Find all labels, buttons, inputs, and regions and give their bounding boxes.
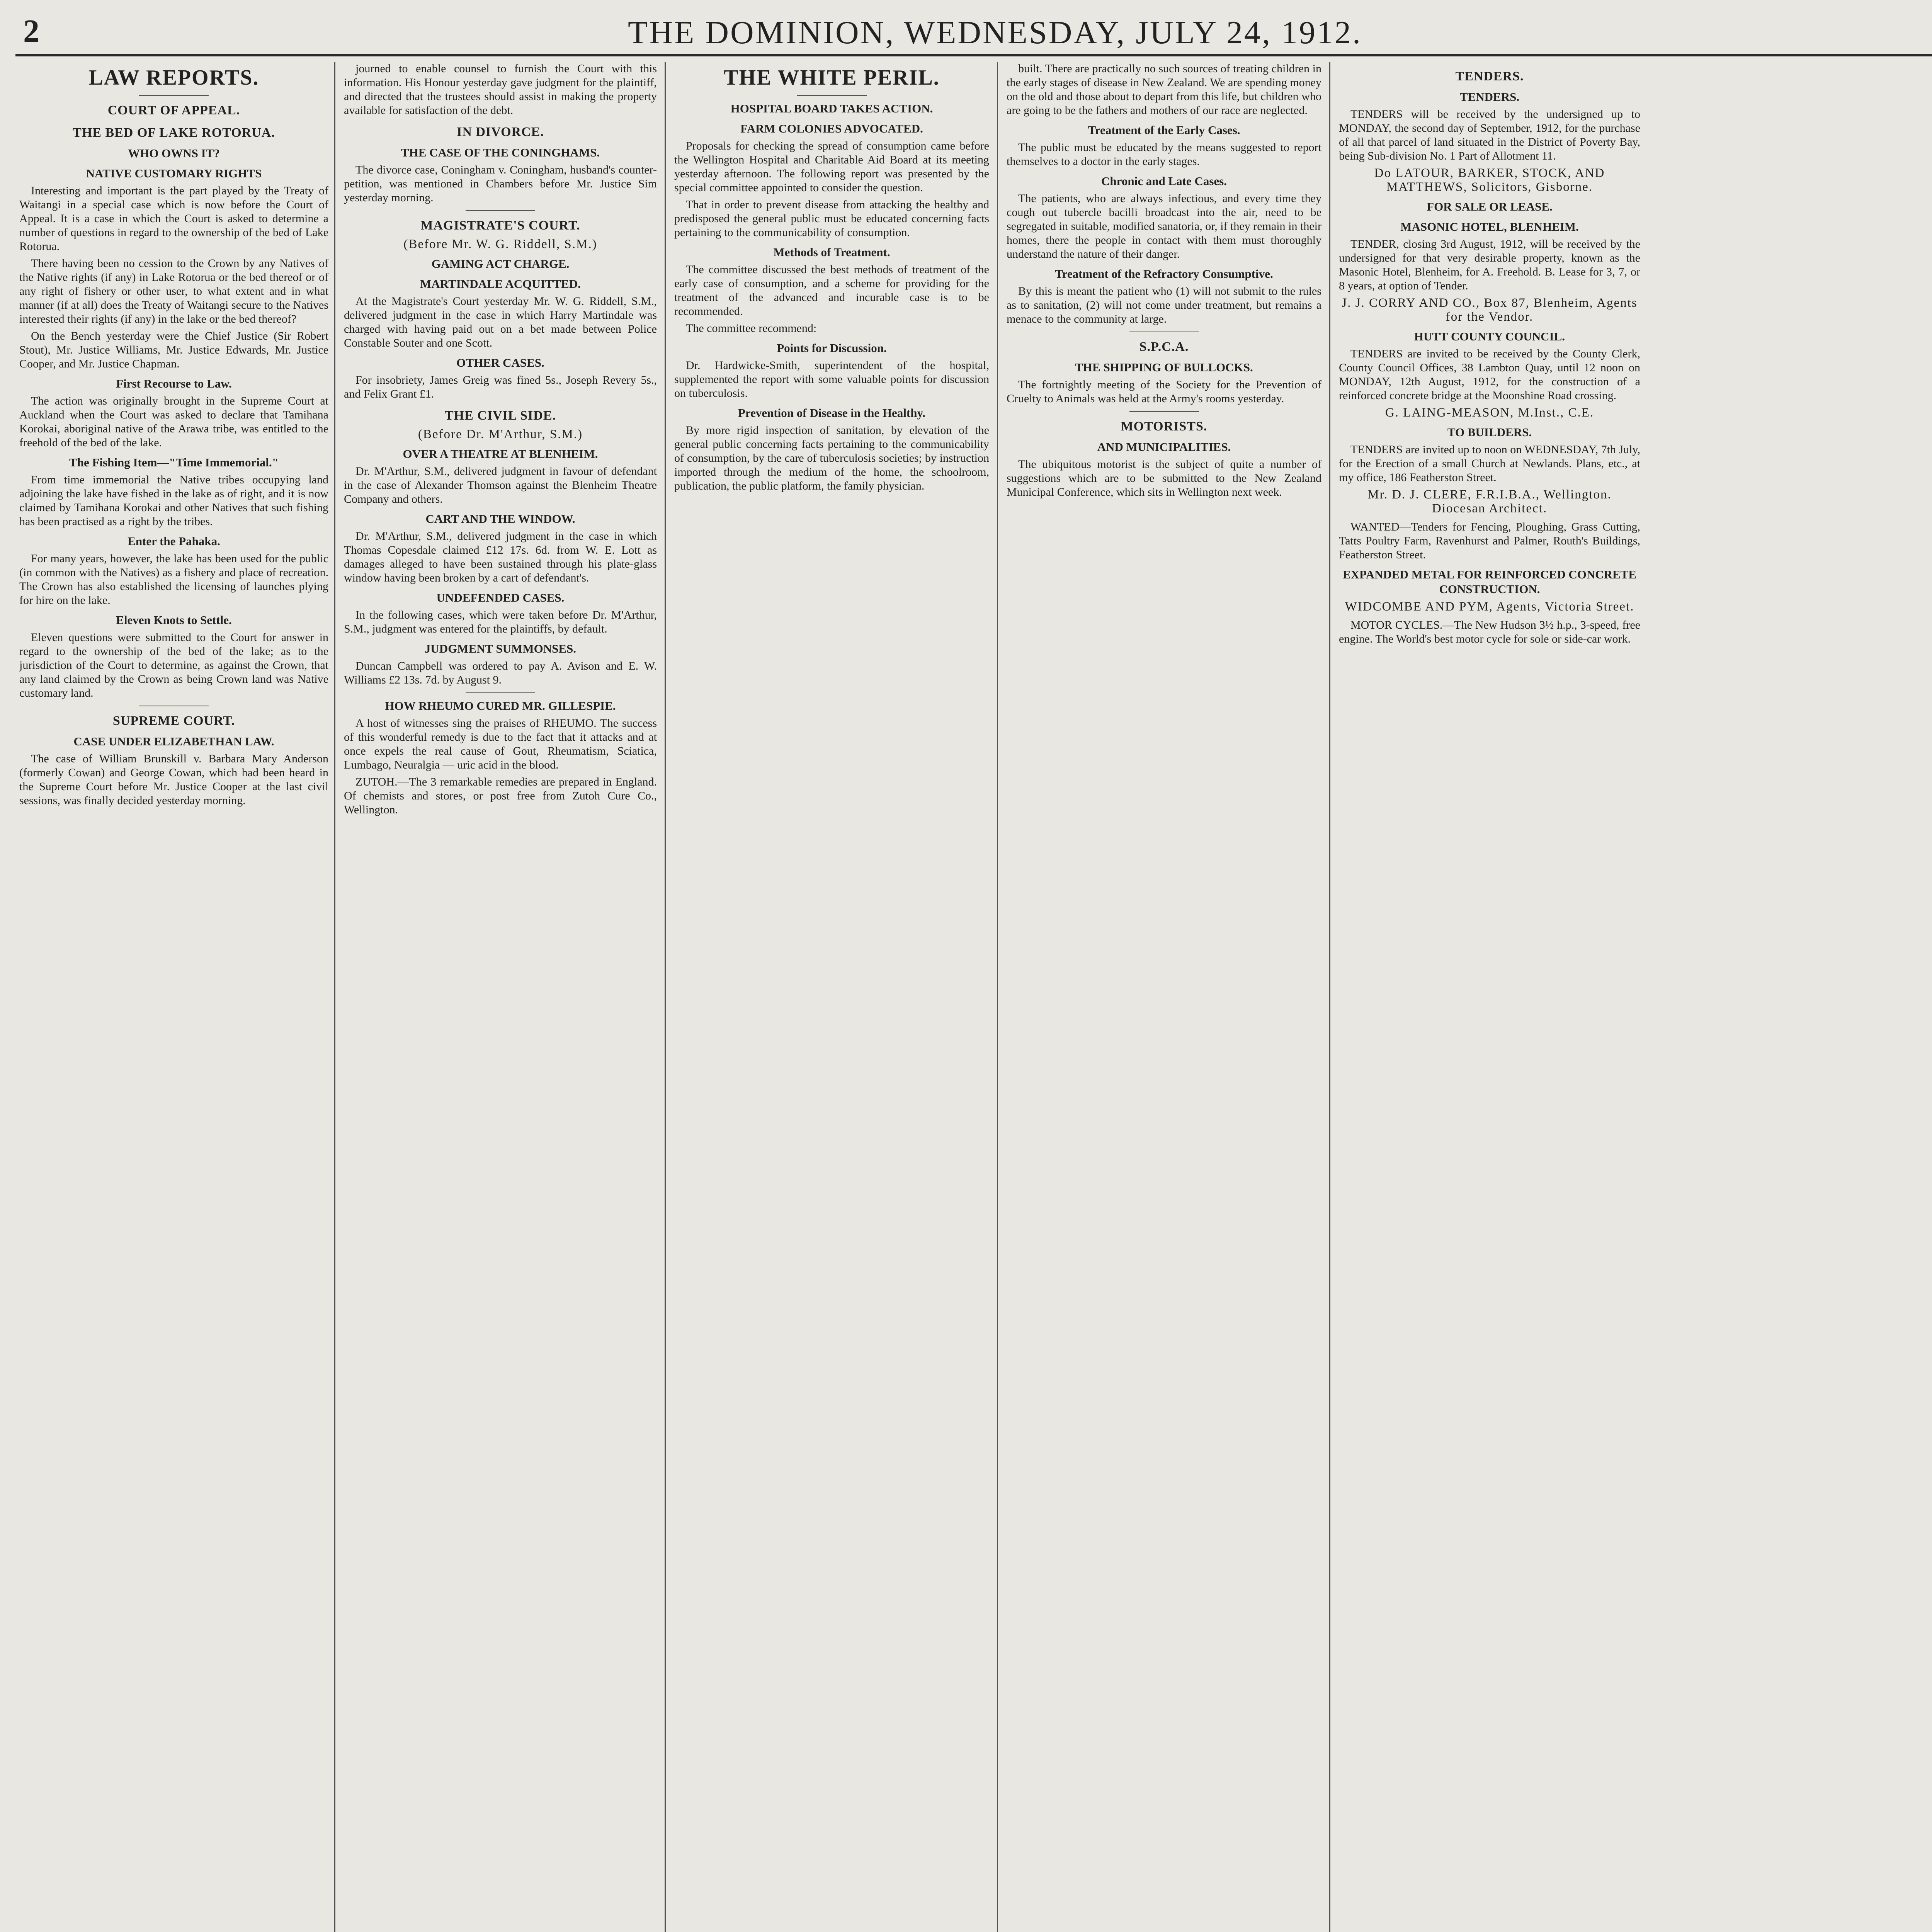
subheading: JUDGMENT SUMMONSES. bbox=[424, 642, 577, 655]
paragraph: Proposals for checking the spread of consumption came before the Wellington Hospital and Charitable Aid Board at its meeting yesterday afternoon. The following report was presented by the special committee appointed to consider the question. bbox=[674, 139, 989, 194]
paragraph: Duncan Campbell was ordered to pay A. Avison and E. W. Williams £2 13s. 7d. by August 9. bbox=[344, 660, 657, 686]
newspaper-title: THE DOMINION, WEDNESDAY, JULY 24, 1912. bbox=[628, 15, 1362, 51]
paragraph: At the Magistrate's Court yesterday Mr. W. G. Riddell, S.M., delivered judgment in the case in which Harry Martindale was charged with having paid out on a bet made between Police Constable Souter and one Scott. bbox=[344, 295, 657, 349]
subheading: MARTINDALE ACQUITTED. bbox=[420, 277, 581, 291]
paragraph: That in order to prevent disease from attacking the healthy and predisposed the general public must be educated concerning facts pertaining to the communicability of consumption. bbox=[674, 198, 989, 239]
subheading: MASONIC HOTEL, BLENHEIM. bbox=[1400, 220, 1579, 233]
bench-note: (Before Dr. M'Arthur, S.M.) bbox=[418, 427, 583, 441]
signature: G. LAING-MEASON, M.Inst., C.E. bbox=[1385, 406, 1594, 420]
notice: TENDER, closing 3rd August, 1912, will be received by the undersigned for that very desirable property, known as the Masonic Hotel, Blenheim, for A. Freehold. B. Lease for 3, 7, or 8 years, at option of Tender. bbox=[1339, 238, 1640, 292]
paragraph: For many years, however, the lake has been used for the public (in common with the Natives) as a fishery and place of recreation. The Crown has also established the licensing of launches plying for hire on the lake. bbox=[19, 552, 328, 607]
section-heading: MOTORISTS. bbox=[1121, 419, 1208, 434]
masthead bbox=[15, 8, 1932, 56]
article-heading: THE WHITE PERIL. bbox=[724, 66, 940, 90]
subheading: Points for Discussion. bbox=[777, 341, 887, 355]
paragraph: The committee recommend: bbox=[686, 322, 817, 335]
column-rule bbox=[997, 62, 998, 1932]
supreme-court-heading: SUPREME COURT. bbox=[112, 714, 235, 728]
column-rule bbox=[665, 62, 666, 1932]
subheading: UNDEFENDED CASES. bbox=[436, 591, 565, 604]
subheading: TO BUILDERS. bbox=[1447, 425, 1532, 439]
subheading: First Recourse to Law. bbox=[116, 377, 232, 390]
divider bbox=[797, 95, 867, 96]
subheading: Treatment of the Refractory Consumptive. bbox=[1055, 267, 1273, 281]
subheading: The Fishing Item—"Time Immemorial." bbox=[69, 456, 279, 469]
paragraph: ZUTOH.—The 3 remarkable remedies are prepared in England. Of chemists and stores, or post free from Zutoh Cure Co., Wellington. bbox=[344, 776, 657, 816]
subheading: THE CASE OF THE CONINGHAMS. bbox=[401, 146, 600, 159]
signature: Do LATOUR, BARKER, STOCK, AND MATTHEWS, Solicitors, Gisborne. bbox=[1374, 166, 1605, 194]
paragraph: The case of William Brunskill v. Barbara Mary Anderson (formerly Cowan) and George Cowan, which had been heard in the Supreme Court before Mr. Justice Cooper at the last civil sessions, was finally decided yesterday morning. bbox=[19, 752, 328, 807]
paragraph: The action was originally brought in the Supreme Court at Auckland when the Court was asked to declare that Tamihana Korokai, aboriginal native of the Arawa tribe, was entitled to the freehold of the bed of the lake. bbox=[19, 395, 328, 449]
subheading: TENDERS. bbox=[1459, 90, 1520, 104]
divider bbox=[466, 692, 535, 693]
subheading: THE SHIPPING OF BULLOCKS. bbox=[1075, 361, 1253, 374]
paragraph: Interesting and important is the part played by the Treaty of Waitangi in a special case which is now before the Court of Appeal. It is a case in which the Court is asked to determine a number of questions in regard to the ownership of the bed of Lake Rotorua. bbox=[19, 184, 328, 253]
divider bbox=[139, 95, 209, 96]
notice: MOTOR CYCLES.—The New Hudson 3½ h.p., 3-speed, free engine. The World's best motor cycle for sole or side-car work. bbox=[1339, 619, 1640, 645]
subheading: Enter the Pahaka. bbox=[128, 534, 220, 548]
law-reports-column bbox=[19, 62, 328, 1932]
subheading: Eleven Knots to Settle. bbox=[116, 613, 232, 627]
section-heading: MAGISTRATE'S COURT. bbox=[420, 218, 580, 233]
paragraph: built. There are practically no such sources of treating children in the early stages of disease in New Zealand. We are spending money on the old and those about to depart from this life, but children who are going to be the fathers and mothers of our race are neglected. bbox=[1007, 62, 1321, 117]
paragraph: There having been no cession to the Crown by any Natives of the Native rights (if any) in Lake Rotorua or the bed thereof or of any right of fishery or other user, to what extent and in what manner (if at all) does the Treaty of Waitangi secure to the Natives interested their rights (if any) in the lake or the bed thereof? bbox=[19, 257, 328, 325]
subheading: OVER A THEATRE AT BLENHEIM. bbox=[403, 447, 598, 461]
paragraph: For insobriety, James Greig was fined 5s., Joseph Revery 5s., and Felix Grant £1. bbox=[344, 374, 657, 400]
paragraph: The committee discussed the best methods of treatment of the early case of consumption, and a scheme for providing for the treatment of the advanced and incurable case is to be recommended. bbox=[674, 263, 989, 318]
article-column bbox=[1007, 62, 1321, 1932]
subheading: CASE UNDER ELIZABETHAN LAW. bbox=[73, 735, 274, 748]
paragraph: The public must be educated by the means suggested to report themselves to a doctor in the early stages. bbox=[1007, 141, 1321, 168]
tenders-column bbox=[1339, 62, 1640, 1360]
subheading: Chronic and Late Cases. bbox=[1101, 174, 1227, 188]
paragraph: The fortnightly meeting of the Society for the Prevention of Cruelty to Animals was held at the Army's rooms yesterday. bbox=[1007, 378, 1321, 405]
section-heading: THE CIVIL SIDE. bbox=[444, 408, 556, 423]
section-heading: TENDERS. bbox=[1455, 69, 1524, 83]
subheading: HOSPITAL BOARD TAKES ACTION. bbox=[730, 102, 933, 115]
paragraph: Dr. Hardwicke-Smith, superintendent of the hospital, supplemented the report with some valuable points for discussion on tuberculosis. bbox=[674, 359, 989, 400]
bench-note: (Before Mr. W. G. Riddell, S.M.) bbox=[403, 237, 597, 251]
page-number: 2 bbox=[23, 13, 39, 49]
divider bbox=[466, 210, 535, 211]
paragraph: By more rigid inspection of sanitation, by elevation of the general public concerning facts pertaining to the communicability of consumption, by the care of tuberculosis societies; by instruction imported through the medium of the home, the schoolroom, publication, the public platform, the family physician. bbox=[674, 424, 989, 492]
column-rule bbox=[334, 62, 335, 1932]
subheading: EXPANDED METAL FOR REINFORCED CONCRETE CONSTRUCTION. bbox=[1342, 568, 1637, 596]
subheading: WHO OWNS IT? bbox=[128, 146, 220, 160]
paragraph: By this is meant the patient who (1) will not submit to the rules as to sanitation, (2) will not come under treatment, but remains a menace to the community at large. bbox=[1007, 285, 1321, 325]
paragraph: A host of witnesses sing the praises of RHEUMO. The success of this wonderful remedy is due to the fact that it attacks and at once expels the real cause of Gout, Rheumatism, Sciatica, Lumbago, Neuralgia — uric acid in the blood. bbox=[344, 717, 657, 771]
subheading: FARM COLONIES ADVOCATED. bbox=[740, 122, 923, 135]
divider bbox=[1129, 411, 1199, 412]
paragraph: The patients, who are always infectious, and every time they cough out tubercle bacilli broadcast into the air, need to be segregated in suitable, modified sanatoria, or, if they remain in their homes, there the people in contact with them must thoroughly understand the nature of their danger. bbox=[1007, 192, 1321, 260]
paragraph: journed to enable counsel to furnish the Court with this information. His Honour yesterday gave judgment for the plaintiff, and directed that the trustees should assist in making the property available for satisfaction of the debt. bbox=[344, 62, 657, 117]
subheading: FOR SALE OR LEASE. bbox=[1427, 200, 1553, 213]
paragraph: Dr. M'Arthur, S.M., delivered judgment in favour of defendant in the case of Alexander Thomson against the Blenheim Theatre Company and others. bbox=[344, 465, 657, 505]
column-rule bbox=[1329, 62, 1330, 1932]
notice: TENDERS are invited up to noon on WEDNESDAY, 7th July, for the Erection of a small Church at Newlands. Plans, etc., at my office, 186 Featherston Street. bbox=[1339, 443, 1640, 484]
notice: TENDERS will be received by the undersigned up to MONDAY, the second day of September, 1912, for the purchase of all that parcel of land situated in the District of Poverty Bay, being Sub-division No. 1 Part of Allotment 11. bbox=[1339, 108, 1640, 162]
paragraph: Eleven questions were submitted to the Court for answer in regard to the ownership of the bed of the lake; as to the jurisdiction of the Court to determine, as against the Crown, that any land claimed by the Crown as being Crown land was Native customary land. bbox=[19, 631, 328, 699]
law-reports-heading: LAW REPORTS. bbox=[88, 66, 259, 90]
court-column bbox=[344, 62, 657, 1932]
subheading: AND MUNICIPALITIES. bbox=[1097, 440, 1231, 454]
subheading: Treatment of the Early Cases. bbox=[1088, 123, 1240, 137]
subheading: CART AND THE WINDOW. bbox=[425, 512, 575, 526]
subheading: OTHER CASES. bbox=[456, 356, 544, 369]
subheading: GAMING ACT CHARGE. bbox=[431, 257, 570, 270]
notice: TENDERS are invited to be received by the County Clerk, County Council Offices, 38 Lambton Quay, until 12 noon on MONDAY, 12th August, 1912, for the construction of a reinforced concrete bridge at the Moonshine Road crossing. bbox=[1339, 347, 1640, 402]
section-heading: IN DIVORCE. bbox=[457, 125, 544, 139]
paragraph: The divorce case, Coningham v. Coningham, husband's counter-petition, was mentioned in Chambers before Mr. Justice Sim yesterday morning. bbox=[344, 163, 657, 204]
paragraph: In the following cases, which were taken before Dr. M'Arthur, S.M., judgment was entered for the plaintiffs, by default. bbox=[344, 609, 657, 635]
section-heading: S.P.C.A. bbox=[1139, 340, 1189, 354]
signature: WIDCOMBE AND PYM, Agents, Victoria Street. bbox=[1345, 600, 1634, 614]
subheading: NATIVE CUSTOMARY RIGHTS bbox=[86, 167, 262, 180]
paragraph: From time immemorial the Native tribes occupying land adjoining the lake have fished in the lake as of right, and it is now claimed by Tamihana Korokai and other Natives that such fishing has been practised as a right by the tribes. bbox=[19, 473, 328, 528]
paragraph: On the Bench yesterday were the Chief Justice (Sir Robert Stout), Mr. Justice Williams, Mr. Justice Edwards, Mr. Justice Cooper, and Mr. Justice Chapman. bbox=[19, 330, 328, 370]
advert-heading: HOW RHEUMO CURED MR. GILLESPIE. bbox=[385, 699, 616, 713]
paragraph: Dr. M'Arthur, S.M., delivered judgment in the case in which Thomas Copesdale claimed £12 17s. 6d. from W. E. Lott as damages alleged to have been sustained through his plate-glass window having been broken by a cart of defendant's. bbox=[344, 530, 657, 584]
court-heading: COURT OF APPEAL. bbox=[107, 103, 240, 117]
subheading: HUTT COUNTY COUNCIL. bbox=[1414, 330, 1565, 343]
signature: Mr. D. J. CLERE, F.R.I.B.A., Wellington. Diocesan Architect. bbox=[1367, 488, 1612, 515]
subheading: Prevention of Disease in the Healthy. bbox=[738, 406, 926, 420]
signature: J. J. CORRY AND CO., Box 87, Blenheim, Agents for the Vendor. bbox=[1342, 296, 1638, 324]
notice: WANTED—Tenders for Fencing, Ploughing, Grass Cutting, Tatts Poultry Farm, Ravenhurst and Palmer, Routh's Buildings, Featherston Street. bbox=[1339, 520, 1640, 561]
case-title: THE BED OF LAKE ROTORUA. bbox=[73, 126, 275, 140]
paragraph: The ubiquitous motorist is the subject of quite a number of suggestions which are to be submitted to the New Zealand Municipal Conference, which sits in Wellington next week. bbox=[1007, 458, 1321, 498]
subheading: Methods of Treatment. bbox=[773, 245, 890, 259]
white-peril-column bbox=[674, 62, 989, 1932]
